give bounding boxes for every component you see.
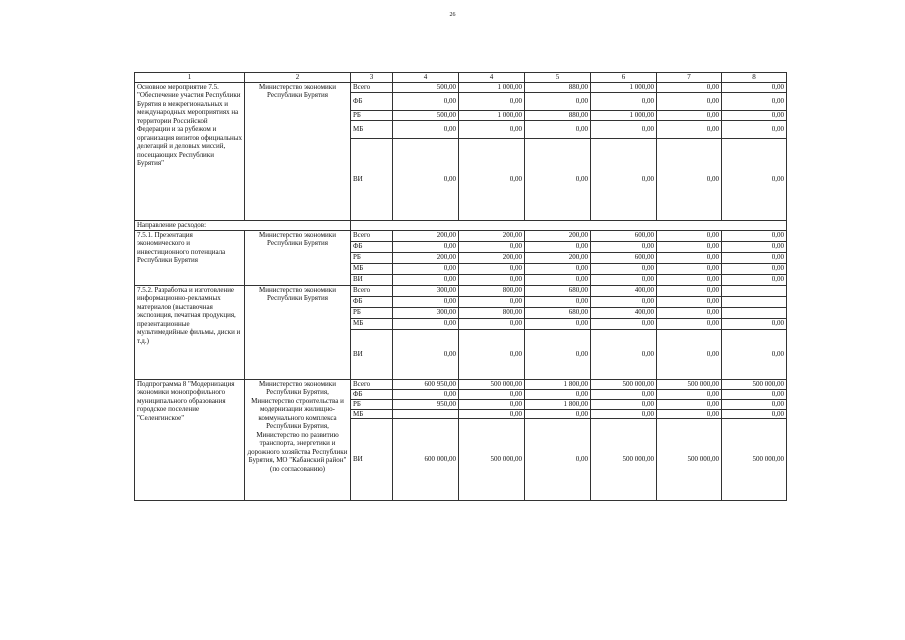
amount-cell: 500,00 (393, 110, 459, 120)
amount-cell: 0,00 (657, 252, 722, 263)
budget-table (134, 72, 787, 501)
amount-cell: 880,00 (525, 110, 591, 120)
amount-cell: 0,00 (722, 120, 787, 138)
amount-cell: 0,00 (722, 329, 787, 379)
amount-cell: 0,00 (459, 138, 525, 220)
amount-cell: 0,00 (525, 419, 591, 501)
amount-cell: 0,00 (591, 409, 657, 419)
amount-cell: 800,00 (459, 285, 525, 296)
amount-cell: 300,00 (393, 285, 459, 296)
funding-source: ВИ (351, 329, 393, 379)
amount-cell (722, 307, 787, 318)
amount-cell: 0,00 (459, 329, 525, 379)
amount-cell: 0,00 (722, 230, 787, 241)
amount-cell: 200,00 (525, 230, 591, 241)
funding-source: ФБ (351, 241, 393, 252)
amount-cell: 0,00 (722, 263, 787, 274)
amount-cell: 0,00 (525, 92, 591, 110)
funding-source: МБ (351, 409, 393, 419)
amount-cell: 200,00 (393, 230, 459, 241)
amount-cell: 0,00 (591, 318, 657, 329)
amount-cell: 0,00 (722, 389, 787, 399)
amount-cell: 0,00 (591, 241, 657, 252)
amount-cell: 0,00 (657, 389, 722, 399)
amount-cell (722, 296, 787, 307)
amount-cell: 500 000,00 (591, 419, 657, 501)
amount-cell: 0,00 (459, 241, 525, 252)
column-header: 8 (722, 73, 787, 83)
table-row (135, 379, 787, 389)
amount-cell: 1 000,00 (459, 82, 525, 92)
funding-source: ФБ (351, 296, 393, 307)
amount-cell: 0,00 (657, 399, 722, 409)
amount-cell: 0,00 (525, 120, 591, 138)
amount-cell: 0,00 (657, 329, 722, 379)
section-title: Направление расходов: (135, 220, 351, 230)
amount-cell: 0,00 (722, 274, 787, 285)
amount-cell: 600,00 (591, 252, 657, 263)
amount-cell: 0,00 (459, 120, 525, 138)
column-header: 6 (591, 73, 657, 83)
amount-cell: 400,00 (591, 285, 657, 296)
amount-cell: 600 000,00 (393, 419, 459, 501)
amount-cell: 1 000,00 (459, 110, 525, 120)
amount-cell: 500,00 (393, 82, 459, 92)
amount-cell: 200,00 (393, 252, 459, 263)
funding-source: ФБ (351, 92, 393, 110)
funding-source: РБ (351, 307, 393, 318)
amount-cell: 200,00 (459, 230, 525, 241)
amount-cell: 500 000,00 (657, 419, 722, 501)
amount-cell: 0,00 (393, 92, 459, 110)
amount-cell: 0,00 (591, 389, 657, 399)
responsible-executor: Министерство экономики Республики Бурятия (245, 82, 351, 220)
amount-cell: 0,00 (459, 389, 525, 399)
amount-cell: 500 000,00 (459, 379, 525, 389)
amount-cell: 200,00 (525, 252, 591, 263)
amount-cell: 0,00 (722, 241, 787, 252)
amount-cell: 0,00 (722, 252, 787, 263)
funding-source: ВИ (351, 419, 393, 501)
amount-cell: 0,00 (657, 138, 722, 220)
amount-cell: 0,00 (393, 318, 459, 329)
table-row (135, 230, 787, 241)
section-title-row (135, 220, 787, 230)
amount-cell: 0,00 (525, 241, 591, 252)
empty-cell (351, 220, 787, 230)
event-description: Подпрограмма 8 "Модернизация экономики монопрофильного муниципального образования городское поселение "Селенгинское" (135, 379, 245, 501)
funding-source: РБ (351, 110, 393, 120)
amount-cell: 0,00 (722, 92, 787, 110)
amount-cell: 0,00 (459, 318, 525, 329)
amount-cell: 500 000,00 (722, 379, 787, 389)
amount-cell: 1 000,00 (591, 110, 657, 120)
column-header: 2 (245, 73, 351, 83)
amount-cell: 0,00 (657, 241, 722, 252)
amount-cell: 0,00 (591, 296, 657, 307)
amount-cell: 0,00 (393, 120, 459, 138)
header-row (135, 73, 787, 83)
funding-source: МБ (351, 263, 393, 274)
amount-cell: 200,00 (459, 252, 525, 263)
amount-cell: 0,00 (591, 263, 657, 274)
amount-cell: 950,00 (393, 399, 459, 409)
amount-cell: 0,00 (459, 409, 525, 419)
amount-cell: 0,00 (722, 399, 787, 409)
amount-cell: 0,00 (459, 274, 525, 285)
amount-cell: 680,00 (525, 307, 591, 318)
amount-cell: 0,00 (393, 138, 459, 220)
amount-cell: 0,00 (393, 241, 459, 252)
funding-source: Всего (351, 82, 393, 92)
amount-cell: 600,00 (591, 230, 657, 241)
amount-cell (722, 285, 787, 296)
event-description: Основное мероприятие 7.5. "Обеспечение участия Республики Бурятия в межрегиональных и международных мероприятиях на территории Российской Федерации и за рубежом и организация визитов официальных делегаций и деловых миссий, посещающих Республики Бурятия" (135, 82, 245, 220)
amount-cell: 0,00 (657, 230, 722, 241)
funding-source: МБ (351, 318, 393, 329)
table-row (135, 82, 787, 92)
amount-cell: 880,00 (525, 82, 591, 92)
amount-cell: 0,00 (722, 409, 787, 419)
amount-cell: 0,00 (525, 389, 591, 399)
amount-cell: 300,00 (393, 307, 459, 318)
funding-source: Всего (351, 285, 393, 296)
amount-cell: 0,00 (591, 274, 657, 285)
amount-cell: 400,00 (591, 307, 657, 318)
column-header: 4 (459, 73, 525, 83)
amount-cell: 0,00 (525, 263, 591, 274)
amount-cell: 0,00 (459, 399, 525, 409)
column-header: 7 (657, 73, 722, 83)
amount-cell: 0,00 (657, 285, 722, 296)
amount-cell: 0,00 (591, 120, 657, 138)
amount-cell: 0,00 (722, 138, 787, 220)
column-header: 4 (393, 73, 459, 83)
amount-cell: 0,00 (525, 329, 591, 379)
amount-cell: 500 000,00 (657, 379, 722, 389)
page-number: 26 (449, 12, 456, 18)
amount-cell: 0,00 (722, 110, 787, 120)
amount-cell: 0,00 (657, 120, 722, 138)
funding-source: РБ (351, 252, 393, 263)
amount-cell: 0,00 (525, 296, 591, 307)
event-description: 7.5.1. Презентация экономического и инвестиционного потенциала Республики Бурятия (135, 230, 245, 285)
amount-cell: 0,00 (393, 389, 459, 399)
amount-cell: 800,00 (459, 307, 525, 318)
amount-cell: 0,00 (657, 409, 722, 419)
amount-cell: 0,00 (525, 138, 591, 220)
amount-cell: 0,00 (525, 318, 591, 329)
amount-cell: 0,00 (657, 296, 722, 307)
funding-source: Всего (351, 379, 393, 389)
column-header: 3 (351, 73, 393, 83)
amount-cell: 0,00 (459, 92, 525, 110)
amount-cell: 0,00 (393, 263, 459, 274)
funding-source: Всего (351, 230, 393, 241)
amount-cell: 0,00 (525, 274, 591, 285)
amount-cell: 0,00 (657, 82, 722, 92)
amount-cell: 500 000,00 (722, 419, 787, 501)
amount-cell: 1 800,00 (525, 379, 591, 389)
amount-cell: 600 950,00 (393, 379, 459, 389)
amount-cell: 0,00 (591, 329, 657, 379)
funding-source: РБ (351, 399, 393, 409)
column-header: 1 (135, 73, 245, 83)
amount-cell (393, 409, 459, 419)
amount-cell: 0,00 (459, 263, 525, 274)
responsible-executor: Министерство экономики Республики Бурятия, Министерство строительства и модернизации жилищно-коммунального комплекса Республики Бурятия, Министерство по развитию транспорта, энергетики и дорожного хозяйства Республики Бурятия, МО "Кабанский район" (по согласованию) (245, 379, 351, 501)
amount-cell: 0,00 (657, 263, 722, 274)
event-description: 7.5.2. Разработка и изготовление информационно-рекламных материалов (выставочная экспозиция, печатная продукция, презентационные мультимедийные фильмы, диски и т.д.) (135, 285, 245, 379)
amount-cell: 0,00 (591, 138, 657, 220)
funding-source: ФБ (351, 389, 393, 399)
amount-cell: 0,00 (657, 92, 722, 110)
amount-cell: 0,00 (657, 110, 722, 120)
amount-cell: 680,00 (525, 285, 591, 296)
funding-source: ВИ (351, 274, 393, 285)
amount-cell: 1 000,00 (591, 82, 657, 92)
funding-source: ВИ (351, 138, 393, 220)
amount-cell: 0,00 (657, 318, 722, 329)
amount-cell: 0,00 (722, 82, 787, 92)
amount-cell: 0,00 (393, 329, 459, 379)
amount-cell: 0,00 (459, 296, 525, 307)
table-row (135, 285, 787, 296)
amount-cell: 0,00 (525, 409, 591, 419)
amount-cell: 500 000,00 (591, 379, 657, 389)
funding-source: МБ (351, 120, 393, 138)
responsible-executor: Министерство экономики Республики Бурятия (245, 230, 351, 285)
amount-cell: 500 000,00 (459, 419, 525, 501)
amount-cell: 0,00 (657, 274, 722, 285)
amount-cell: 0,00 (722, 318, 787, 329)
amount-cell: 1 800,00 (525, 399, 591, 409)
amount-cell: 0,00 (393, 296, 459, 307)
column-header: 5 (525, 73, 591, 83)
responsible-executor: Министерство экономики Республики Бурятия (245, 285, 351, 379)
amount-cell: 0,00 (591, 399, 657, 409)
amount-cell: 0,00 (591, 92, 657, 110)
amount-cell: 0,00 (657, 307, 722, 318)
amount-cell: 0,00 (393, 274, 459, 285)
